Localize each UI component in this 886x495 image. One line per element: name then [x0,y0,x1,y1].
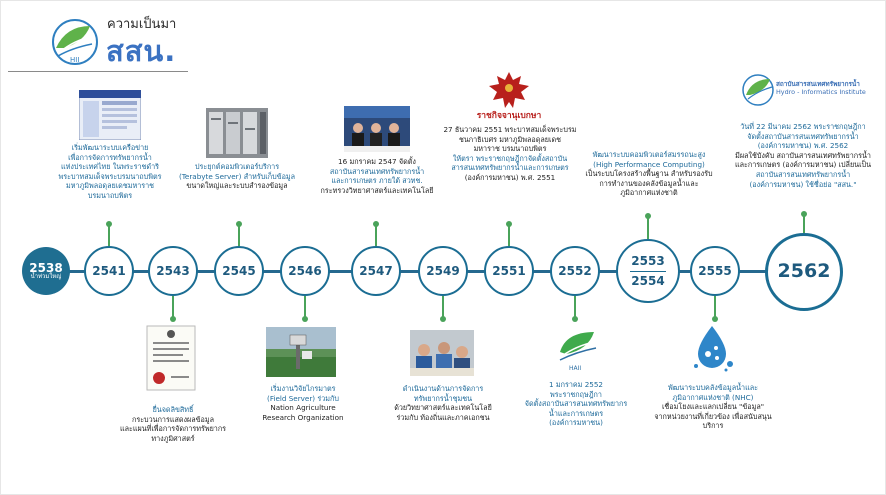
logo-text: HII [70,56,80,64]
timeline-node-2549: 2549 [418,246,468,296]
timeline-node-2545: 2545 [214,246,264,296]
server-room-image [206,108,268,158]
event-2551-description: 27 ธันวาคม 2551 พระบาทสมเด็จพระบรม ชนกาธิเบศร มหาภูมิพลอดุลยเดช มหาราช บรมนาถบพิตร ให้ตรา พระราชกฤษฎีกาจัดตั้งสถาบัน สารสนเทศทรัพยากรน้ำและการเกษตร (องค์การมหาชน) พ.ศ. 2551 [443,125,577,182]
header-divider [8,71,188,72]
royal-gazette-banner: ราชกิจจานุเบกษา [476,111,542,121]
copyright-certificate-image [145,324,197,392]
website-screenshot-image [79,90,141,140]
connector-dot-2549 [440,316,446,322]
timeline-node-2553-2554: 2553 2554 [616,239,680,303]
connector-2546 [304,296,306,318]
timeline-node-2538: 2538 น้ำท่วมใหญ่ [22,247,70,295]
event-2545-description: ประยุกต์คอมพิวเตอร์บริการ (Terabyte Server) สำหรับเก็บข้อมูล ขนาดใหญ่และระบบสำรองข้อมูล [178,162,296,191]
connector-dot-2551 [506,221,512,227]
hii-logo-caption: สถาบันสารสนเทศทรัพยากรน้ำ Hydro - Informatics Institute [776,80,866,96]
field-server-image [266,327,336,377]
connector-dot-2545 [236,221,242,227]
event-2553-description: พัฒนาระบบคอมพิวเตอร์สมรรถนะสูง (High Performance Computing) เป็นระบบโครงสร้างพื้นฐาน สำหรับรองรับ การทำงานของคลังข้อมูลน้ำและ ภูมิอากาศแห่งชาติ [585,150,713,198]
hii-new-logo-icon [740,73,776,107]
timeline-node-2543: 2543 [148,246,198,296]
timeline-node-2541: 2541 [84,246,134,296]
connector-dot-2541 [106,221,112,227]
page-subtitle: ความเป็นมา [107,17,177,32]
event-2546-description: เริ่มงานวิจัยไกรมาตร (Field Server) ร่วมกับ Nation Agriculture Research Organization [262,384,344,422]
timeline-node-2552: 2552 [550,246,600,296]
page-title: สสน. [106,34,177,68]
connector-2555 [714,296,716,318]
connector-2552 [574,296,576,318]
connector-dot-2546 [302,316,308,322]
garuda-emblem-icon [487,70,531,112]
timeline-node-2555: 2555 [690,246,740,296]
event-2541-description: เริ่มพัฒนาระบบเครือข่าย เพื่อการจัดการทรัพยากรน้ำ แห่งประเทศไทย ในพระราชดำริ พระบาทสมเด็จพระบรมนาถบพิตร มหาภูมิพลอดุลยเดชมหาราช บรมนาถบพิตร [58,143,162,200]
event-2547-description: 16 มกราคม 2547 จัดตั้ง สถาบันสารสนเทศทรัพยากรน้ำ และการเกษตร ภายใต้ สวทช. กระทรวงวิทยาศาสตร์และเทคโนโลยี [320,157,434,195]
timeline-node-2547: 2547 [351,246,401,296]
connector-dot-2547 [373,221,379,227]
event-2543-description: ยื่นจดลิขสิทธิ์ กระบวนการแสดงผลข้อมูล และแผนที่เพื่อการจัดการทรัพยากร ทางภูมิศาสตร์ [119,405,227,443]
hii-logo-icon [50,18,100,66]
connector-dot-2562 [801,211,807,217]
haii-logo-text: HAII [569,365,582,372]
timeline-node-2546: 2546 [280,246,330,296]
connector-dot-2543 [170,316,176,322]
haii-logo-icon [556,328,598,372]
connector-2549 [442,296,444,318]
connector-dot-2552 [572,316,578,322]
event-2552-description: 1 มกราคม 2552 พระราชกฤษฎีกา จัดตั้งสถาบันสารสนเทศทรัพยากร น้ำและการเกษตร (องค์การมหาชน) [524,380,628,428]
community-meeting-image [410,330,474,376]
event-2562-description: วันที่ 22 มีนาคม 2562 พระราชกฤษฎีกา จัดตั้งสถาบันสารสนเทศทรัพยากรน้ำ (องค์การมหาชน) พ.ศ. 2562 มีผลใช้บังคับ สถาบันสารสนเทศทรัพยากรน้ำ และการเกษตร (องค์การมหาชน) เปลี่ยนเป็น สถาบันสารสนเทศทรัพยากรน้ำ (องค์การมหาชน) ใช้ชื่อย่อ "สสน." [734,122,872,189]
connector-dot-2555 [712,316,718,322]
connector-dot-2553 [645,213,651,219]
connector-2543 [172,296,174,318]
event-2555-description: พัฒนาระบบคลังข้อมูลน้ำและ ภูมิอากาศแห่งชาติ (NHC) เชื่อมโยงและแลกเปลี่ยน "ข้อมูล" จากหน่วยงานที่เกี่ยวข้อง เพื่อสนับสนุน บริการ [654,383,772,431]
timeline-node-2562: 2562 [765,233,843,311]
timeline-node-2551: 2551 [484,246,534,296]
event-2549-description: ดำเนินงานด้านการจัดการ ทรัพยากรน้ำชุมชน ด้วยวิทยาศาสตร์และเทคโนโลยี ร่วมกับ ท้องถิ่นและภาคเอกชน [394,384,492,422]
signing-ceremony-image [344,106,410,152]
water-data-icon [690,324,736,372]
